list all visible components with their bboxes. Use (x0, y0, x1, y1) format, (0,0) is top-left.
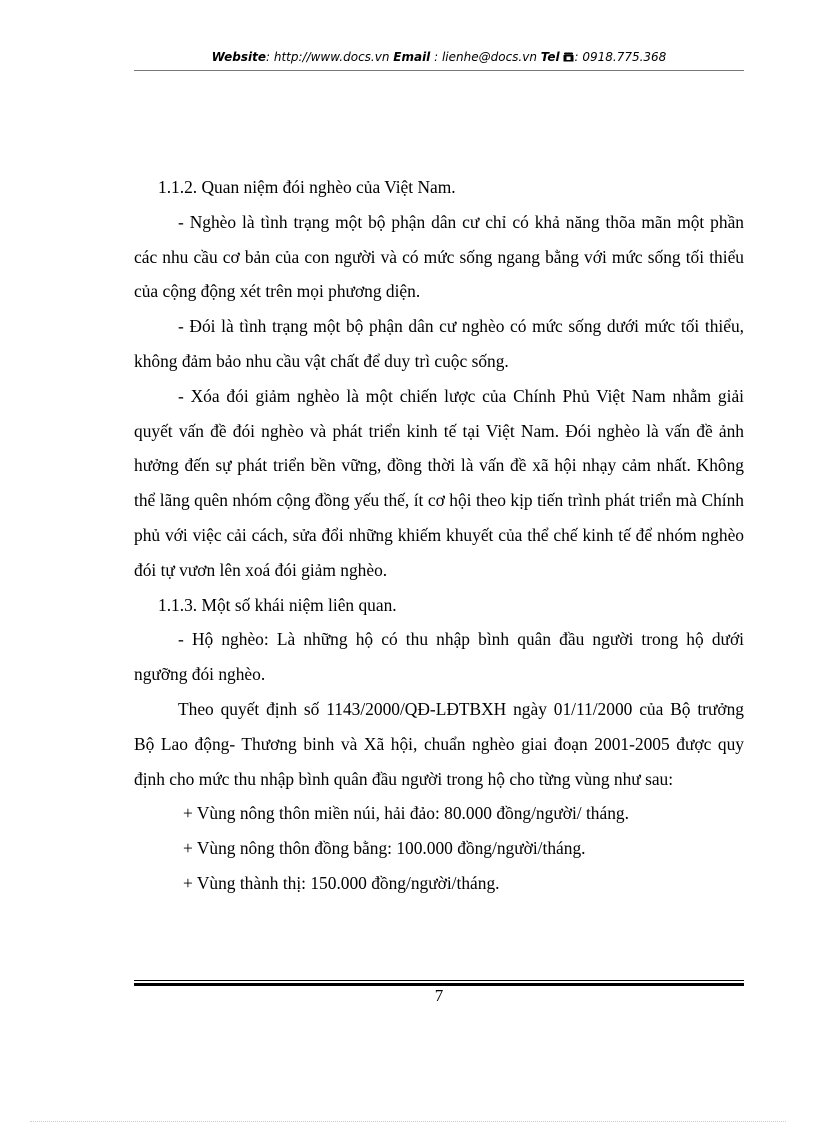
paragraph-xoa-doi-giam-ngheo: - Xóa đói giảm nghèo là một chiến lược của Chính Phủ Việt Nam nhằm giải quyết vấn đề đói nghèo và phát triển kinh tế tại Việt Nam. Đói nghèo là vấn đề ảnh hưởng đến sự phát triển bền vững, đồng thời là vấn đề xã hội nhạy cảm nhất. Không thể lãng quên nhóm cộng đồng yếu thế, ít cơ hội theo kịp tiến trình phát triển mà Chính phủ với việc cải cách, sửa đổi những khiếm khuyết của thể chế kinh tế để nhóm nghèo đói tự vươn lên xoá đói giảm nghèo. (134, 385, 744, 580)
paragraph-quyet-dinh: Theo quyết định số 1143/2000/QĐ-LĐTBXH ngày 01/11/2000 của Bộ trưởng Bộ Lao động- Thương binh và Xã hội, chuẩn nghèo giai đoạn 2001-2005 được quy định cho mức thu nhập bình quân đầu người trong hộ cho từng vùng như sau: (134, 698, 744, 789)
document-body (134, 170, 744, 901)
tel-label: Tel (540, 50, 560, 64)
website-label: Website (211, 50, 266, 64)
phone-number: : 0918.775.368 (574, 50, 667, 64)
paragraph-ho-ngheo: - Hộ nghèo: Là những hộ có thu nhập bình quân đầu người trong hộ dưới ngưỡng đói nghèo. (134, 629, 744, 685)
page-number: 7 (434, 986, 444, 1005)
list-item: + Vùng nông thôn miền núi, hải đảo: 80.000 đồng/người/ tháng. (183, 803, 629, 824)
paragraph-doi: - Đói là tình trạng một bộ phận dân cư nghèo có mức sống dưới mức tối thiểu, không đảm bảo nhu cầu vật chất để duy trì cuộc sống. (134, 316, 744, 371)
list-item: + Vùng thành thị: 150.000 đồng/người/tháng. (183, 872, 500, 893)
section-heading-1-1-3: 1.1.3. Một số khái niệm liên quan. (158, 594, 397, 615)
email-label: Email (393, 50, 431, 64)
website-url[interactable]: : http://www.docs.vn (266, 50, 394, 64)
list-item: + Vùng nông thôn đồng bằng: 100.000 đồng/người/tháng. (183, 838, 586, 859)
paragraph-ngheo: - Nghèo là tình trạng một bộ phận dân cư chỉ có khả năng thõa mãn một phần các nhu cầu cơ bản của con người và có mức sống ngang bằng với mức sống tối thiểu của cộng động xét trên mọi phương diện. (134, 211, 744, 302)
phone-icon (563, 50, 574, 64)
header-divider (134, 70, 744, 71)
section-heading-1-1-2: 1.1.2. Quan niệm đói nghèo của Việt Nam. (158, 177, 456, 197)
page-header (134, 50, 744, 64)
email-address[interactable]: : lienhe@docs.vn (430, 50, 541, 64)
page-bottom-border (30, 1121, 786, 1122)
